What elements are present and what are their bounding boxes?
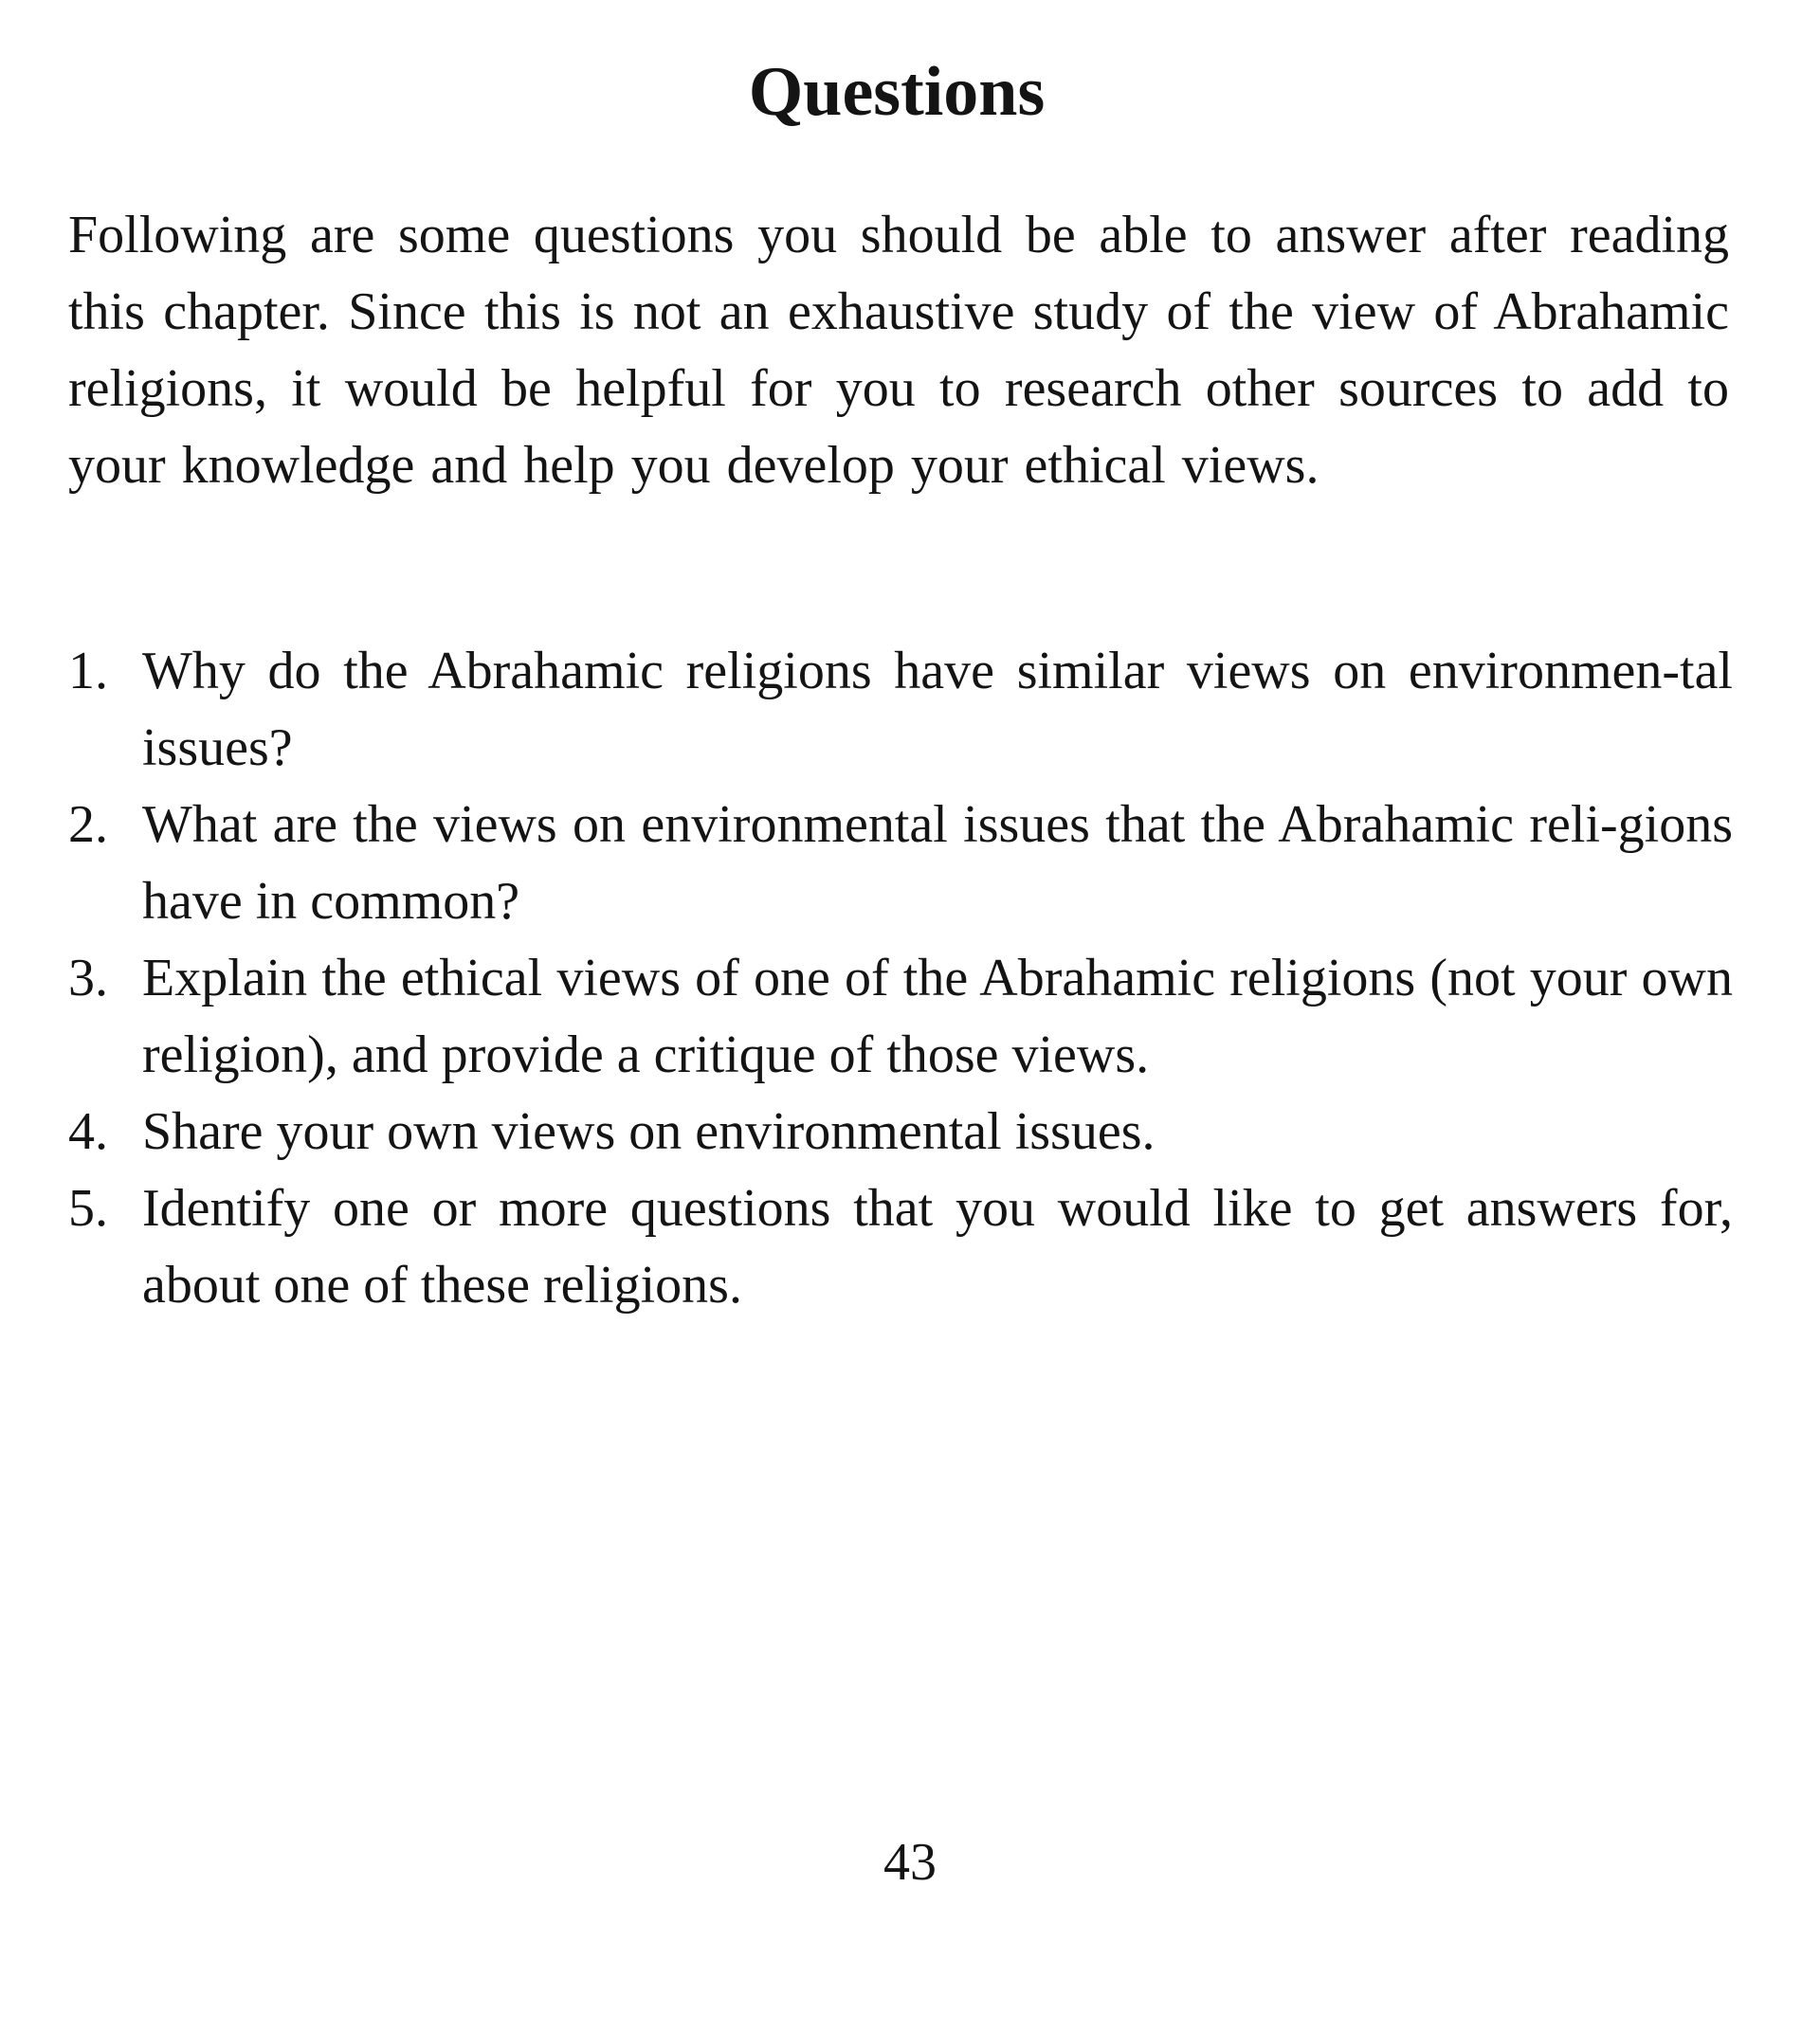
question-item: [68, 1170, 1733, 1324]
question-number: 2.: [68, 795, 108, 854]
question-number: 4.: [68, 1102, 108, 1161]
question-text: What are the views on environmental issues that the Abrahamic reli-gions have in common?: [142, 795, 1733, 931]
question-number: 1.: [68, 642, 108, 700]
question-item: [68, 1094, 1733, 1170]
question-item: [68, 787, 1733, 940]
question-number: 5.: [68, 1179, 108, 1238]
question-text: Share your own views on environmental issues.: [142, 1102, 1156, 1161]
question-text: Identify one or more questions that you would like to get answers for, about one of these religions.: [142, 1179, 1733, 1315]
page-title: Questions: [748, 53, 1046, 131]
question-text: Explain the ethical views of one of the Abrahamic religions (not your own religion), and provide a critique of those views.: [142, 949, 1733, 1084]
intro-paragraph: Following are some questions you should be able to answer after reading this chapter. Since this is not an exhaustive study of the view of Abrahamic religions, it would be helpful for you to research other sources to add to your knowledge and help you develop your ethical views.: [68, 206, 1729, 495]
question-number: 3.: [68, 949, 108, 1007]
page-number: 43: [883, 1833, 937, 1892]
question-item: [68, 940, 1733, 1094]
question-item: [68, 633, 1733, 787]
question-list: [68, 633, 1733, 1324]
question-text: Why do the Abrahamic religions have similar views on environmen-tal issues?: [142, 642, 1733, 777]
